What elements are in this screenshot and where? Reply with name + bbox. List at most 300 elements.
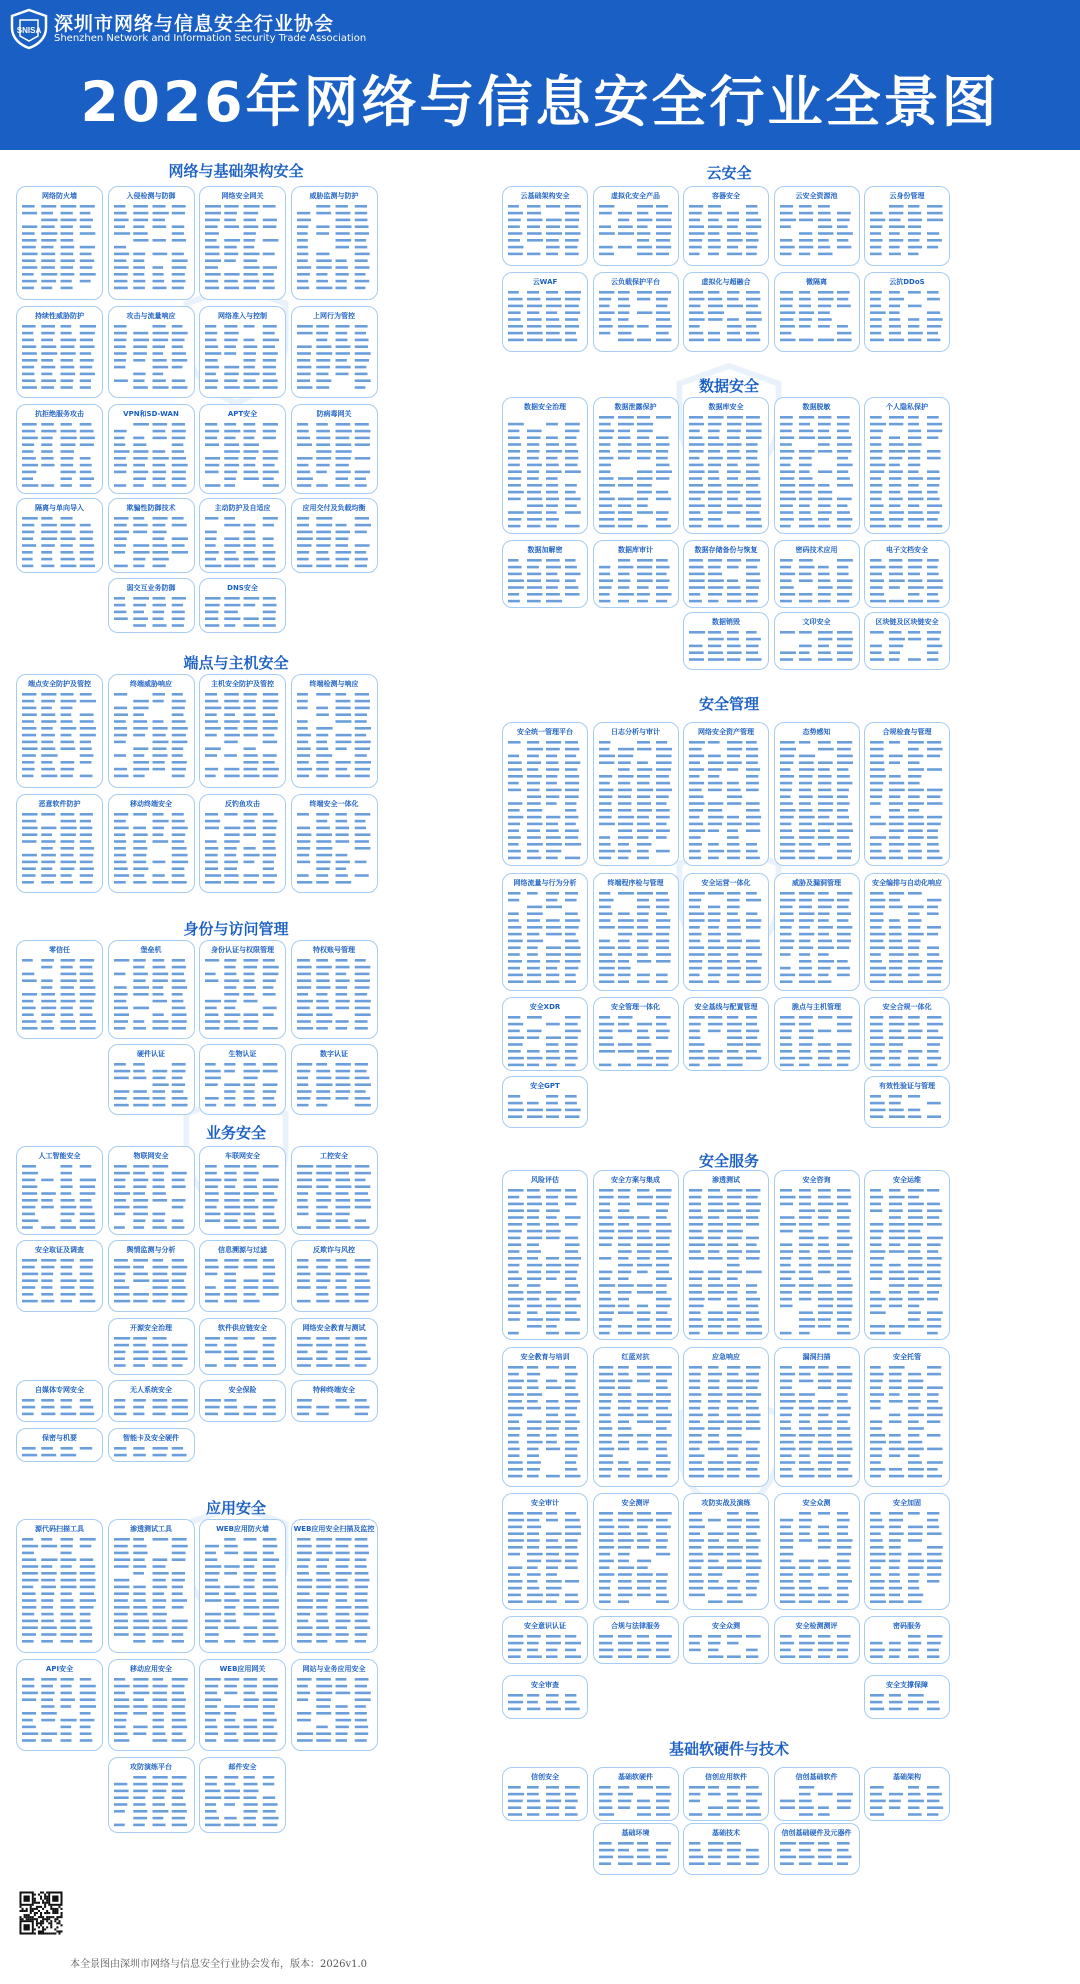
category-title: 安全检测测评: [795, 1622, 838, 1630]
category-card: [774, 186, 860, 266]
category-title: 渗透测试: [712, 1176, 740, 1184]
vendor-list-icon: [109, 1333, 195, 1374]
category-card: [774, 272, 860, 352]
vendor-list-icon: [200, 321, 286, 397]
category-title: 数据安全治理: [524, 403, 566, 411]
category-title: 信创基础硬件及元器件: [781, 1829, 852, 1837]
vendor-list-icon: [775, 555, 860, 607]
category-card: [108, 306, 195, 398]
vendor-list-icon: [17, 1161, 103, 1234]
category-card: [593, 1493, 679, 1610]
vendor-list-icon: [503, 1362, 588, 1486]
section-title: 网络与基础架构安全: [168, 162, 304, 180]
vendor-list-icon: [109, 955, 195, 1038]
vendor-list-icon: [775, 737, 860, 865]
section-title: 安全服务: [698, 1152, 759, 1170]
category-card: [199, 940, 286, 1039]
category-card: [108, 498, 195, 573]
category-title: 应用交付及负载均衡: [302, 504, 366, 512]
category-card: [864, 186, 950, 266]
category-card: [199, 1757, 286, 1833]
vendor-list-icon: [865, 412, 950, 533]
category-title: 安全意识认证: [524, 1622, 566, 1630]
category-title: 密码服务: [893, 1622, 921, 1630]
category-title: 安全编排与自动化响应: [872, 879, 942, 887]
category-card: [864, 1675, 950, 1719]
category-card: [683, 873, 769, 991]
category-title: 云安全资源池: [795, 192, 838, 200]
category-card: [593, 186, 679, 266]
category-title: 网络防火墙: [42, 192, 77, 200]
category-card: [774, 540, 860, 608]
vendor-list-icon: [865, 1631, 950, 1663]
category-card: [108, 1519, 195, 1653]
category-title: DNS安全: [227, 584, 258, 592]
vendor-list-icon: [594, 412, 679, 533]
category-card: [16, 1240, 103, 1312]
category-title: 生物认证: [228, 1050, 257, 1058]
vendor-list-icon: [865, 627, 950, 669]
category-card: [291, 498, 378, 573]
vendor-list-icon: [865, 201, 950, 265]
category-title: 零信任: [49, 946, 70, 954]
category-title: 网络流量与行为分析: [513, 879, 577, 887]
category-card: [502, 1493, 588, 1610]
category-title: 风险评估: [531, 1176, 559, 1184]
section-title: 基础软硬件与技术: [668, 1740, 789, 1758]
logo-text: SNISA: [16, 26, 42, 35]
category-title: 保密与机要: [42, 1434, 77, 1442]
vendor-list-icon: [200, 1059, 286, 1114]
category-card: [291, 306, 378, 398]
category-title: 隔离与单向导入: [35, 504, 84, 512]
category-card: [864, 873, 950, 991]
category-card: [593, 397, 679, 534]
category-card: [502, 272, 588, 352]
category-title: 安全教育与培训: [520, 1353, 570, 1361]
vendor-list-icon: [17, 1534, 103, 1652]
vendor-list-icon: [292, 1059, 378, 1114]
category-card: [199, 404, 286, 494]
category-title: VPN和SD-WAN: [123, 410, 179, 418]
category-title: 密码技术应用: [795, 546, 838, 554]
category-card: [774, 1493, 860, 1610]
category-card: [108, 940, 195, 1039]
category-title: 智能卡及安全硬件: [123, 1434, 179, 1442]
category-title: 弱交互业务防御: [126, 584, 176, 592]
category-card: [593, 272, 679, 352]
category-card: [683, 1616, 769, 1664]
category-title: 电子文档安全: [886, 546, 928, 554]
category-title: 安全合规一体化: [882, 1003, 932, 1011]
category-card: [291, 186, 378, 300]
vendor-list-icon: [594, 1185, 679, 1339]
vendor-list-icon: [865, 1690, 950, 1718]
vendor-list-icon: [865, 1782, 950, 1820]
category-title: 数据库审计: [618, 546, 653, 554]
vendor-list-icon: [684, 888, 769, 990]
category-title: 源代码扫描工具: [35, 1525, 84, 1533]
vendor-list-icon: [775, 412, 860, 533]
category-title: 堡垒机: [140, 946, 162, 954]
category-card: [291, 674, 378, 788]
category-card: [593, 1170, 679, 1340]
category-card: [502, 186, 588, 266]
vendor-list-icon: [684, 737, 769, 865]
category-title: 安全取证及调查: [35, 1246, 84, 1254]
vendor-list-icon: [292, 321, 378, 397]
vendor-list-icon: [109, 1395, 195, 1421]
category-card: [199, 498, 286, 573]
category-title: 威胁及漏洞管理: [792, 879, 841, 887]
category-title: 安全测评: [621, 1499, 650, 1507]
category-title: 云负载保护平台: [611, 278, 660, 286]
vendor-list-icon: [109, 1255, 195, 1311]
category-card: [683, 1170, 769, 1340]
category-title: 安全支撑保障: [886, 1681, 928, 1689]
category-card: [593, 1616, 679, 1664]
category-card: [593, 540, 679, 608]
category-title: 舆情监测与分析: [126, 1246, 176, 1254]
vendor-list-icon: [292, 955, 378, 1038]
vendor-list-icon: [594, 287, 679, 351]
vendor-list-icon: [865, 1012, 950, 1070]
vendor-list-icon: [109, 419, 195, 493]
category-card: [593, 722, 679, 866]
vendor-list-icon: [292, 201, 378, 299]
qr-code-icon: [18, 1890, 64, 1936]
vendor-list-icon: [775, 1631, 860, 1663]
category-title: 基础架构: [893, 1773, 921, 1781]
vendor-list-icon: [684, 1012, 769, 1070]
category-card: [199, 578, 286, 633]
category-card: [502, 1675, 588, 1719]
category-title: 攻防演练平台: [130, 1763, 172, 1771]
vendor-list-icon: [594, 555, 679, 607]
category-card: [108, 578, 195, 633]
category-card: [16, 498, 103, 573]
category-card: [683, 1347, 769, 1487]
category-card: [683, 1823, 769, 1875]
category-title: 网络准入与控制: [218, 312, 267, 320]
category-card: [774, 997, 860, 1071]
category-card: [291, 794, 378, 893]
vendor-list-icon: [292, 1333, 378, 1374]
category-title: 信创应用软件: [705, 1773, 747, 1781]
category-card: [108, 1146, 195, 1235]
vendor-list-icon: [17, 419, 103, 493]
category-title: 红蓝对抗: [621, 1353, 650, 1361]
category-title: 安全运维: [893, 1176, 921, 1184]
category-card: [16, 1146, 103, 1235]
category-card: [16, 940, 103, 1039]
vendor-list-icon: [684, 627, 769, 669]
category-title: 网络安全网关: [221, 192, 264, 200]
vendor-list-icon: [684, 1185, 769, 1339]
vendor-list-icon: [775, 888, 860, 990]
vendor-list-icon: [503, 555, 588, 607]
category-title: 主动防护及自适应: [214, 504, 271, 512]
category-title: 反欺诈与风控: [313, 1246, 355, 1254]
category-title: 攻击与流量响应: [126, 312, 176, 320]
category-card: [683, 272, 769, 352]
category-card: [502, 722, 588, 866]
category-title: 数据脱敏: [802, 403, 831, 411]
vendor-list-icon: [594, 1782, 679, 1820]
category-card: [199, 1380, 286, 1422]
header-banner: [0, 0, 1080, 150]
vendor-list-icon: [775, 1362, 860, 1486]
category-title: 威胁监测与防护: [309, 192, 359, 200]
category-card: [199, 1659, 286, 1751]
category-title: 数据加解密: [527, 546, 563, 554]
vendor-list-icon: [684, 412, 769, 533]
vendor-list-icon: [865, 1362, 950, 1486]
category-card: [864, 997, 950, 1071]
category-card: [291, 940, 378, 1039]
vendor-list-icon: [865, 287, 950, 351]
category-title: 数据存储备份与恢复: [694, 546, 758, 554]
category-card: [291, 1146, 378, 1235]
vendor-list-icon: [503, 1185, 588, 1339]
category-title: 安全审计: [531, 1499, 559, 1507]
vendor-list-icon: [503, 1091, 588, 1127]
vendor-list-icon: [200, 1395, 286, 1421]
vendor-list-icon: [292, 689, 378, 787]
category-title: 无人系统安全: [130, 1386, 172, 1394]
category-card: [108, 404, 195, 494]
category-title: 人工智能安全: [38, 1152, 81, 1160]
category-card: [864, 1767, 950, 1821]
category-title: 网络安全教育与测试: [302, 1324, 366, 1332]
category-title: 区块链及区块链安全: [875, 618, 939, 626]
category-title: 防病毒网关: [316, 410, 352, 418]
category-card: [16, 1428, 103, 1462]
category-card: [108, 1757, 195, 1833]
vendor-list-icon: [200, 201, 286, 299]
category-title: 数据泄露保护: [614, 403, 657, 411]
category-card: [864, 540, 950, 608]
category-card: [683, 1493, 769, 1610]
category-card: [291, 404, 378, 494]
category-card: [291, 1318, 378, 1375]
category-title: 微隔离: [806, 278, 827, 286]
category-title: 信创基础软件: [795, 1773, 838, 1781]
category-title: 安全审查: [531, 1681, 559, 1689]
category-card: [108, 674, 195, 788]
category-title: APT安全: [227, 410, 258, 418]
vendor-list-icon: [292, 1255, 378, 1311]
vendor-list-icon: [775, 1782, 860, 1820]
category-card: [291, 1044, 378, 1115]
vendor-list-icon: [17, 955, 103, 1038]
category-card: [864, 1076, 950, 1128]
category-title: 云基础架构安全: [520, 192, 570, 200]
vendor-list-icon: [109, 809, 195, 892]
category-title: 工控安全: [320, 1152, 348, 1160]
category-title: 安全XDR: [529, 1003, 561, 1011]
vendor-list-icon: [109, 1059, 195, 1114]
category-card: [199, 794, 286, 893]
category-card: [291, 1380, 378, 1422]
category-title: 基础技术: [712, 1829, 740, 1837]
category-title: 网络安全资产管理: [698, 728, 754, 736]
vendor-list-icon: [775, 627, 860, 669]
category-title: 信创安全: [531, 1773, 559, 1781]
vendor-list-icon: [292, 1674, 378, 1750]
vendor-list-icon: [503, 201, 588, 265]
vendor-list-icon: [200, 1333, 286, 1374]
category-card: [16, 1659, 103, 1751]
category-card: [593, 997, 679, 1071]
vendor-list-icon: [865, 737, 950, 865]
category-card: [774, 1347, 860, 1487]
category-title: 漏洞扫描: [802, 1353, 831, 1361]
vendor-list-icon: [594, 1362, 679, 1486]
vendor-list-icon: [594, 1631, 679, 1663]
category-card: [774, 612, 860, 670]
vendor-list-icon: [109, 1161, 195, 1234]
vendor-list-icon: [292, 419, 378, 493]
category-title: 物联网安全: [133, 1152, 169, 1160]
category-card: [774, 1767, 860, 1821]
org-name-en: Shenzhen Network and Information Security Trade Association: [54, 33, 367, 44]
vendor-list-icon: [17, 513, 103, 572]
category-title: 软件供应链安全: [218, 1324, 267, 1332]
category-title: 终端程序检与管理: [607, 879, 664, 887]
category-card: [502, 873, 588, 991]
category-title: 有效性验证与管理: [879, 1082, 935, 1090]
category-card: [199, 1519, 286, 1653]
category-title: 移动终端安全: [130, 800, 172, 808]
category-title: 安全加固: [893, 1499, 921, 1507]
category-card: [291, 1659, 378, 1751]
category-title: 车联网安全: [225, 1152, 260, 1160]
category-title: 持续性威胁防护: [35, 312, 84, 320]
category-card: [683, 612, 769, 670]
category-card: [502, 1347, 588, 1487]
vendor-list-icon: [200, 593, 286, 632]
category-title: 终端威胁响应: [130, 680, 172, 688]
category-title: 反钓鱼攻击: [225, 800, 260, 808]
category-title: 安全管理一体化: [611, 1003, 660, 1011]
vendor-list-icon: [865, 555, 950, 607]
category-title: 欺骗性防御技术: [126, 504, 176, 512]
category-card: [864, 722, 950, 866]
section-title: 业务安全: [205, 1124, 266, 1142]
vendor-list-icon: [200, 1161, 286, 1234]
category-title: 安全基线与配置管理: [694, 1003, 758, 1011]
category-title: 云抗DDoS: [889, 278, 925, 286]
vendor-list-icon: [17, 1443, 103, 1461]
vendor-list-icon: [200, 513, 286, 572]
category-card: [683, 722, 769, 866]
category-card: [108, 186, 195, 300]
category-card: [16, 186, 103, 300]
vendor-list-icon: [17, 1395, 103, 1421]
category-title: 网站与业务应用安全: [302, 1665, 366, 1673]
category-card: [774, 1823, 860, 1875]
category-card: [683, 397, 769, 534]
section-title: 安全管理: [698, 695, 759, 713]
category-title: API安全: [45, 1665, 74, 1673]
category-title: 云身份管理: [889, 192, 925, 200]
vendor-list-icon: [684, 555, 769, 607]
category-card: [774, 1170, 860, 1340]
vendor-list-icon: [200, 1255, 286, 1311]
vendor-list-icon: [200, 689, 286, 787]
category-title: WEB应用安全扫描及监控: [293, 1525, 375, 1533]
vendor-list-icon: [109, 689, 195, 787]
category-card: [199, 186, 286, 300]
category-title: 端点安全防护及管控: [28, 680, 91, 688]
category-card: [593, 873, 679, 991]
vendor-list-icon: [503, 412, 588, 533]
category-card: [864, 1170, 950, 1340]
category-title: 信息溯源与过滤: [218, 1246, 267, 1254]
vendor-list-icon: [775, 201, 860, 265]
vendor-list-icon: [775, 1838, 860, 1874]
category-card: [16, 674, 103, 788]
vendor-list-icon: [594, 888, 679, 990]
vendor-list-icon: [200, 1674, 286, 1750]
vendor-list-icon: [503, 1631, 588, 1663]
category-title: 合规与法律服务: [611, 1622, 660, 1630]
category-title: 脆点与主机管理: [792, 1003, 841, 1011]
category-title: 移动应用安全: [130, 1665, 172, 1673]
category-card: [593, 1347, 679, 1487]
category-card: [16, 1380, 103, 1422]
category-card: [16, 404, 103, 494]
category-title: 安全统一管理平台: [517, 728, 573, 736]
category-card: [108, 1044, 195, 1115]
vendor-list-icon: [594, 201, 679, 265]
vendor-list-icon: [775, 287, 860, 351]
vendor-list-icon: [200, 419, 286, 493]
category-title: 安全方案与集成: [611, 1176, 660, 1184]
category-card: [108, 1380, 195, 1422]
category-title: 上网行为管控: [313, 312, 355, 320]
category-card: [199, 674, 286, 788]
category-card: [864, 1493, 950, 1610]
category-card: [502, 997, 588, 1071]
category-card: [199, 306, 286, 398]
vendor-list-icon: [865, 1091, 950, 1127]
vendor-list-icon: [684, 1362, 769, 1486]
category-card: [199, 1044, 286, 1115]
category-card: [864, 397, 950, 534]
vendor-list-icon: [503, 1690, 588, 1718]
vendor-list-icon: [594, 737, 679, 865]
vendor-list-icon: [109, 1443, 195, 1461]
vendor-list-icon: [865, 1508, 950, 1609]
vendor-list-icon: [109, 513, 195, 572]
category-card: [864, 1347, 950, 1487]
category-title: 硬件认证: [137, 1050, 165, 1058]
category-title: 特权账号管理: [313, 946, 355, 954]
vendor-list-icon: [109, 593, 195, 632]
category-title: 虚拟化安全产品: [611, 192, 660, 200]
vendor-list-icon: [865, 1185, 950, 1339]
vendor-list-icon: [109, 1772, 195, 1832]
vendor-list-icon: [200, 1534, 286, 1652]
category-card: [864, 612, 950, 670]
vendor-list-icon: [109, 1534, 195, 1652]
category-card: [16, 794, 103, 893]
vendor-list-icon: [17, 1674, 103, 1750]
category-title: 恶意软件防护: [38, 800, 81, 808]
category-card: [502, 1076, 588, 1128]
